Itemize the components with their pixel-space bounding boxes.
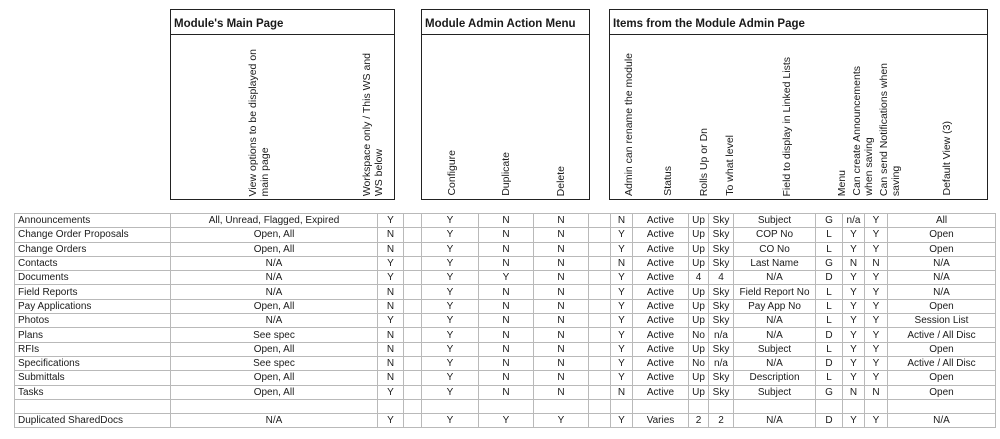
linked-list-field-cell: Pay App No [734, 299, 816, 313]
module-name-cell: Announcements [15, 214, 171, 228]
can-create-announcements-cell: Y [843, 371, 865, 385]
can-send-notifications-cell: N [865, 385, 888, 399]
status-cell: Active [633, 271, 689, 285]
spacer-cell [589, 385, 611, 399]
view-options-cell: N/A [171, 414, 378, 428]
module-name-cell: Specifications [15, 356, 171, 370]
spacer-cell [404, 299, 422, 313]
column-header-view-options: View options to be displayed on main page [247, 48, 271, 196]
module-name-cell: Contacts [15, 256, 171, 270]
column-header-configure: Configure [446, 150, 458, 196]
spacer-cell [589, 285, 611, 299]
can-create-announcements-cell: Y [843, 228, 865, 242]
module-name-cell: Tasks [15, 385, 171, 399]
workspace-scope-cell: N [378, 356, 404, 370]
rolls-up-or-dn-cell: Up [689, 342, 709, 356]
delete-cell: N [534, 385, 589, 399]
default-view-cell: N/A [888, 414, 996, 428]
can-create-announcements-cell: Y [843, 299, 865, 313]
can-send-notifications-cell: Y [865, 214, 888, 228]
can-create-announcements-cell: Y [843, 271, 865, 285]
column-header-can-create-announcements: Can create Announcements when saving [851, 66, 875, 196]
configure-cell: Y [422, 414, 479, 428]
can-send-notifications-cell: Y [865, 271, 888, 285]
module-name-cell: Duplicated SharedDocs [15, 414, 171, 428]
admin-rename-cell: Y [611, 228, 633, 242]
table-row [15, 342, 996, 356]
module-name-cell: Change Order Proposals [15, 228, 171, 242]
view-options-cell: Open, All [171, 342, 378, 356]
linked-list-field-cell: Last Name [734, 256, 816, 270]
column-header-field-linked-lists: Field to display in Linked Lists [781, 56, 793, 196]
workspace-scope-cell: Y [378, 385, 404, 399]
view-options-cell: Open, All [171, 228, 378, 242]
module-name-cell: Field Reports [15, 285, 171, 299]
spacer-cell [404, 414, 422, 428]
column-header-delete: Delete [555, 165, 567, 196]
can-create-announcements-cell: N [843, 256, 865, 270]
configure-cell [422, 399, 479, 413]
admin-rename-cell: Y [611, 371, 633, 385]
to-what-level-cell: Sky [709, 214, 734, 228]
spacer-cell [589, 214, 611, 228]
status-cell: Active [633, 228, 689, 242]
linked-list-field-cell [734, 399, 816, 413]
delete-cell: N [534, 256, 589, 270]
duplicate-cell: Y [479, 414, 534, 428]
admin-rename-cell: Y [611, 356, 633, 370]
menu-cell: G [816, 385, 843, 399]
linked-list-field-cell: Subject [734, 342, 816, 356]
to-what-level-cell: Sky [709, 342, 734, 356]
linked-list-field-cell: CO No [734, 242, 816, 256]
column-header-workspace-scope: Workspace only / This WS and WS below [361, 52, 385, 196]
admin-rename-cell: Y [611, 242, 633, 256]
menu-cell: L [816, 371, 843, 385]
menu-cell [816, 399, 843, 413]
duplicate-cell: N [479, 299, 534, 313]
status-cell: Active [633, 385, 689, 399]
linked-list-field-cell: Description [734, 371, 816, 385]
table-row [15, 256, 996, 270]
admin-rename-cell: Y [611, 414, 633, 428]
menu-cell: L [816, 314, 843, 328]
rolls-up-or-dn-cell: Up [689, 299, 709, 313]
column-header-default-view: Default View (3) [941, 121, 953, 196]
linked-list-field-cell: Subject [734, 385, 816, 399]
workspace-scope-cell: N [378, 285, 404, 299]
configure-cell: Y [422, 342, 479, 356]
menu-cell: L [816, 285, 843, 299]
status-cell: Active [633, 342, 689, 356]
workspace-scope-cell: Y [378, 214, 404, 228]
rolls-up-or-dn-cell: Up [689, 371, 709, 385]
configure-cell: Y [422, 385, 479, 399]
menu-cell: L [816, 299, 843, 313]
admin-rename-cell: Y [611, 342, 633, 356]
rolls-up-or-dn-cell: Up [689, 228, 709, 242]
section-title: Module Admin Action Menu [422, 10, 589, 35]
can-send-notifications-cell: Y [865, 328, 888, 342]
can-create-announcements-cell [843, 399, 865, 413]
can-create-announcements-cell: Y [843, 242, 865, 256]
module-matrix-table [14, 213, 996, 428]
can-create-announcements-cell: Y [843, 342, 865, 356]
configure-cell: Y [422, 228, 479, 242]
status-cell: Active [633, 314, 689, 328]
to-what-level-cell: Sky [709, 228, 734, 242]
view-options-cell [171, 399, 378, 413]
spacer-cell [589, 342, 611, 356]
duplicate-cell: N [479, 371, 534, 385]
menu-cell: G [816, 256, 843, 270]
spacer-cell [404, 399, 422, 413]
configure-cell: Y [422, 242, 479, 256]
can-create-announcements-cell: Y [843, 285, 865, 299]
spacer-cell [589, 314, 611, 328]
table-body [15, 214, 996, 428]
rolls-up-or-dn-cell: Up [689, 214, 709, 228]
to-what-level-cell: 2 [709, 414, 734, 428]
spacer-cell [404, 314, 422, 328]
workspace-scope-cell: N [378, 328, 404, 342]
view-options-cell: Open, All [171, 242, 378, 256]
duplicate-cell: N [479, 285, 534, 299]
rolls-up-or-dn-cell: No [689, 328, 709, 342]
rolls-up-or-dn-cell [689, 399, 709, 413]
linked-list-field-cell: N/A [734, 314, 816, 328]
rolls-up-or-dn-cell: 2 [689, 414, 709, 428]
duplicate-cell: N [479, 385, 534, 399]
linked-list-field-cell: Subject [734, 214, 816, 228]
can-send-notifications-cell: Y [865, 242, 888, 256]
can-send-notifications-cell: Y [865, 285, 888, 299]
spacer-cell [589, 399, 611, 413]
module-name-cell: Photos [15, 314, 171, 328]
can-send-notifications-cell: Y [865, 342, 888, 356]
admin-rename-cell: N [611, 385, 633, 399]
rolls-up-or-dn-cell: 4 [689, 271, 709, 285]
rolls-up-or-dn-cell: No [689, 356, 709, 370]
linked-list-field-cell: N/A [734, 414, 816, 428]
menu-cell: D [816, 414, 843, 428]
can-create-announcements-cell: Y [843, 414, 865, 428]
workspace-scope-cell [378, 399, 404, 413]
default-view-cell: Active / All Disc [888, 356, 996, 370]
duplicate-cell: N [479, 328, 534, 342]
section-module-admin-page-items [609, 9, 988, 200]
view-options-cell: N/A [171, 285, 378, 299]
configure-cell: Y [422, 314, 479, 328]
workspace-scope-cell: N [378, 228, 404, 242]
view-options-cell: All, Unread, Flagged, Expired [171, 214, 378, 228]
view-options-cell: Open, All [171, 385, 378, 399]
column-header-admin-rename: Admin can rename the module [623, 53, 635, 196]
can-create-announcements-cell: Y [843, 328, 865, 342]
default-view-cell: Open [888, 342, 996, 356]
admin-rename-cell [611, 399, 633, 413]
to-what-level-cell: Sky [709, 285, 734, 299]
status-cell: Active [633, 299, 689, 313]
delete-cell: N [534, 299, 589, 313]
section-title: Module's Main Page [171, 10, 394, 35]
table-row [15, 371, 996, 385]
to-what-level-cell: Sky [709, 371, 734, 385]
status-cell: Active [633, 256, 689, 270]
spacer-cell [404, 242, 422, 256]
admin-rename-cell: N [611, 214, 633, 228]
spacer-cell [404, 371, 422, 385]
linked-list-field-cell: N/A [734, 271, 816, 285]
module-name-cell: Submittals [15, 371, 171, 385]
delete-cell: N [534, 214, 589, 228]
to-what-level-cell: Sky [709, 256, 734, 270]
column-header-status: Status [662, 166, 674, 196]
can-create-announcements-cell: n/a [843, 214, 865, 228]
column-header-duplicate: Duplicate [500, 152, 512, 196]
admin-rename-cell: Y [611, 328, 633, 342]
default-view-cell: N/A [888, 285, 996, 299]
default-view-cell: Open [888, 371, 996, 385]
view-options-cell: Open, All [171, 299, 378, 313]
spacer-cell [404, 214, 422, 228]
linked-list-field-cell: N/A [734, 328, 816, 342]
duplicate-cell: Y [479, 271, 534, 285]
duplicate-cell: N [479, 314, 534, 328]
configure-cell: Y [422, 356, 479, 370]
default-view-cell: Active / All Disc [888, 328, 996, 342]
default-view-cell: N/A [888, 256, 996, 270]
can-send-notifications-cell: Y [865, 228, 888, 242]
workspace-scope-cell: N [378, 242, 404, 256]
delete-cell: N [534, 242, 589, 256]
workspace-scope-cell: N [378, 371, 404, 385]
delete-cell [534, 399, 589, 413]
table-row [15, 385, 996, 399]
can-send-notifications-cell: Y [865, 414, 888, 428]
to-what-level-cell: Sky [709, 314, 734, 328]
menu-cell: D [816, 271, 843, 285]
view-options-cell: Open, All [171, 371, 378, 385]
table-row [15, 414, 996, 428]
menu-cell: G [816, 214, 843, 228]
configure-cell: Y [422, 271, 479, 285]
workspace-scope-cell: Y [378, 256, 404, 270]
delete-cell: N [534, 356, 589, 370]
status-cell: Active [633, 328, 689, 342]
status-cell: Active [633, 371, 689, 385]
duplicate-cell: N [479, 214, 534, 228]
default-view-cell: Session List [888, 314, 996, 328]
default-view-cell: Open [888, 228, 996, 242]
workspace-scope-cell: N [378, 342, 404, 356]
column-header-menu: Menu [836, 169, 848, 196]
spacer-cell [589, 414, 611, 428]
can-send-notifications-cell: N [865, 256, 888, 270]
view-options-cell: N/A [171, 256, 378, 270]
spacer-cell [404, 228, 422, 242]
default-view-cell: All [888, 214, 996, 228]
duplicate-cell: N [479, 356, 534, 370]
status-cell: Active [633, 285, 689, 299]
configure-cell: Y [422, 371, 479, 385]
view-options-cell: See spec [171, 356, 378, 370]
module-name-cell: Pay Applications [15, 299, 171, 313]
default-view-cell: Open [888, 299, 996, 313]
default-view-cell: N/A [888, 271, 996, 285]
menu-cell: D [816, 328, 843, 342]
duplicate-cell: N [479, 342, 534, 356]
workspace-scope-cell: Y [378, 414, 404, 428]
spacer-cell [404, 285, 422, 299]
table-row [15, 328, 996, 342]
delete-cell: N [534, 228, 589, 242]
status-cell: Varies [633, 414, 689, 428]
table-row [15, 228, 996, 242]
delete-cell: N [534, 285, 589, 299]
table-row [15, 214, 996, 228]
menu-cell: L [816, 228, 843, 242]
section-module-main-page [170, 9, 395, 200]
section-title: Items from the Module Admin Page [610, 10, 987, 35]
configure-cell: Y [422, 256, 479, 270]
admin-rename-cell: N [611, 256, 633, 270]
to-what-level-cell: Sky [709, 242, 734, 256]
spacer-cell [589, 371, 611, 385]
table-row [15, 299, 996, 313]
duplicate-cell: N [479, 256, 534, 270]
table-row [15, 399, 996, 413]
spacer-cell [589, 256, 611, 270]
column-header-can-send-notifications: Can send Notifications when saving [878, 62, 902, 196]
delete-cell: N [534, 328, 589, 342]
module-name-cell: Change Orders [15, 242, 171, 256]
can-send-notifications-cell [865, 399, 888, 413]
to-what-level-cell: Sky [709, 299, 734, 313]
module-name-cell: Plans [15, 328, 171, 342]
view-options-cell: N/A [171, 271, 378, 285]
can-send-notifications-cell: Y [865, 371, 888, 385]
spacer-cell [589, 242, 611, 256]
admin-rename-cell: Y [611, 285, 633, 299]
module-name-cell: Documents [15, 271, 171, 285]
section-module-admin-action-menu [421, 9, 590, 200]
menu-cell: D [816, 356, 843, 370]
spacer-cell [404, 342, 422, 356]
spacer-cell [404, 256, 422, 270]
can-send-notifications-cell: Y [865, 314, 888, 328]
workspace-scope-cell: Y [378, 271, 404, 285]
table-row [15, 271, 996, 285]
menu-cell: L [816, 242, 843, 256]
linked-list-field-cell: COP No [734, 228, 816, 242]
rolls-up-or-dn-cell: Up [689, 314, 709, 328]
rolls-up-or-dn-cell: Up [689, 242, 709, 256]
table-row [15, 314, 996, 328]
module-name-cell [15, 399, 171, 413]
module-name-cell: RFIs [15, 342, 171, 356]
delete-cell: N [534, 371, 589, 385]
view-options-cell: N/A [171, 314, 378, 328]
delete-cell: N [534, 271, 589, 285]
rolls-up-or-dn-cell: Up [689, 385, 709, 399]
duplicate-cell: N [479, 228, 534, 242]
delete-cell: Y [534, 414, 589, 428]
workspace-scope-cell: N [378, 299, 404, 313]
spacer-cell [589, 271, 611, 285]
spacer-cell [589, 356, 611, 370]
can-create-announcements-cell: N [843, 385, 865, 399]
rolls-up-or-dn-cell: Up [689, 256, 709, 270]
delete-cell: N [534, 342, 589, 356]
admin-rename-cell: Y [611, 271, 633, 285]
configure-cell: Y [422, 328, 479, 342]
view-options-cell: See spec [171, 328, 378, 342]
workspace-scope-cell: Y [378, 314, 404, 328]
spacer-cell [404, 328, 422, 342]
spacer-cell [589, 228, 611, 242]
status-cell: Active [633, 214, 689, 228]
duplicate-cell: N [479, 242, 534, 256]
configure-cell: Y [422, 299, 479, 313]
menu-cell: L [816, 342, 843, 356]
spacer-cell [589, 299, 611, 313]
linked-list-field-cell: Field Report No [734, 285, 816, 299]
status-cell: Active [633, 242, 689, 256]
to-what-level-cell: Sky [709, 385, 734, 399]
to-what-level-cell: n/a [709, 356, 734, 370]
default-view-cell: Open [888, 242, 996, 256]
default-view-cell [888, 399, 996, 413]
table-row [15, 242, 996, 256]
spacer-cell [404, 271, 422, 285]
to-what-level-cell: n/a [709, 328, 734, 342]
column-header-to-what-level: To what level [724, 135, 736, 196]
table-row [15, 285, 996, 299]
can-send-notifications-cell: Y [865, 299, 888, 313]
column-header-rolls-up-or-dn: Rolls Up or Dn [698, 127, 710, 196]
spacer-cell [404, 385, 422, 399]
admin-rename-cell: Y [611, 314, 633, 328]
can-send-notifications-cell: Y [865, 356, 888, 370]
rolls-up-or-dn-cell: Up [689, 285, 709, 299]
delete-cell: N [534, 314, 589, 328]
spacer-cell [589, 328, 611, 342]
spacer-cell [404, 356, 422, 370]
status-cell: Active [633, 356, 689, 370]
to-what-level-cell: 4 [709, 271, 734, 285]
can-create-announcements-cell: Y [843, 314, 865, 328]
linked-list-field-cell: N/A [734, 356, 816, 370]
default-view-cell: Open [888, 385, 996, 399]
configure-cell: Y [422, 214, 479, 228]
status-cell [633, 399, 689, 413]
table-row [15, 356, 996, 370]
admin-rename-cell: Y [611, 299, 633, 313]
can-create-announcements-cell: Y [843, 356, 865, 370]
duplicate-cell [479, 399, 534, 413]
to-what-level-cell [709, 399, 734, 413]
configure-cell: Y [422, 285, 479, 299]
